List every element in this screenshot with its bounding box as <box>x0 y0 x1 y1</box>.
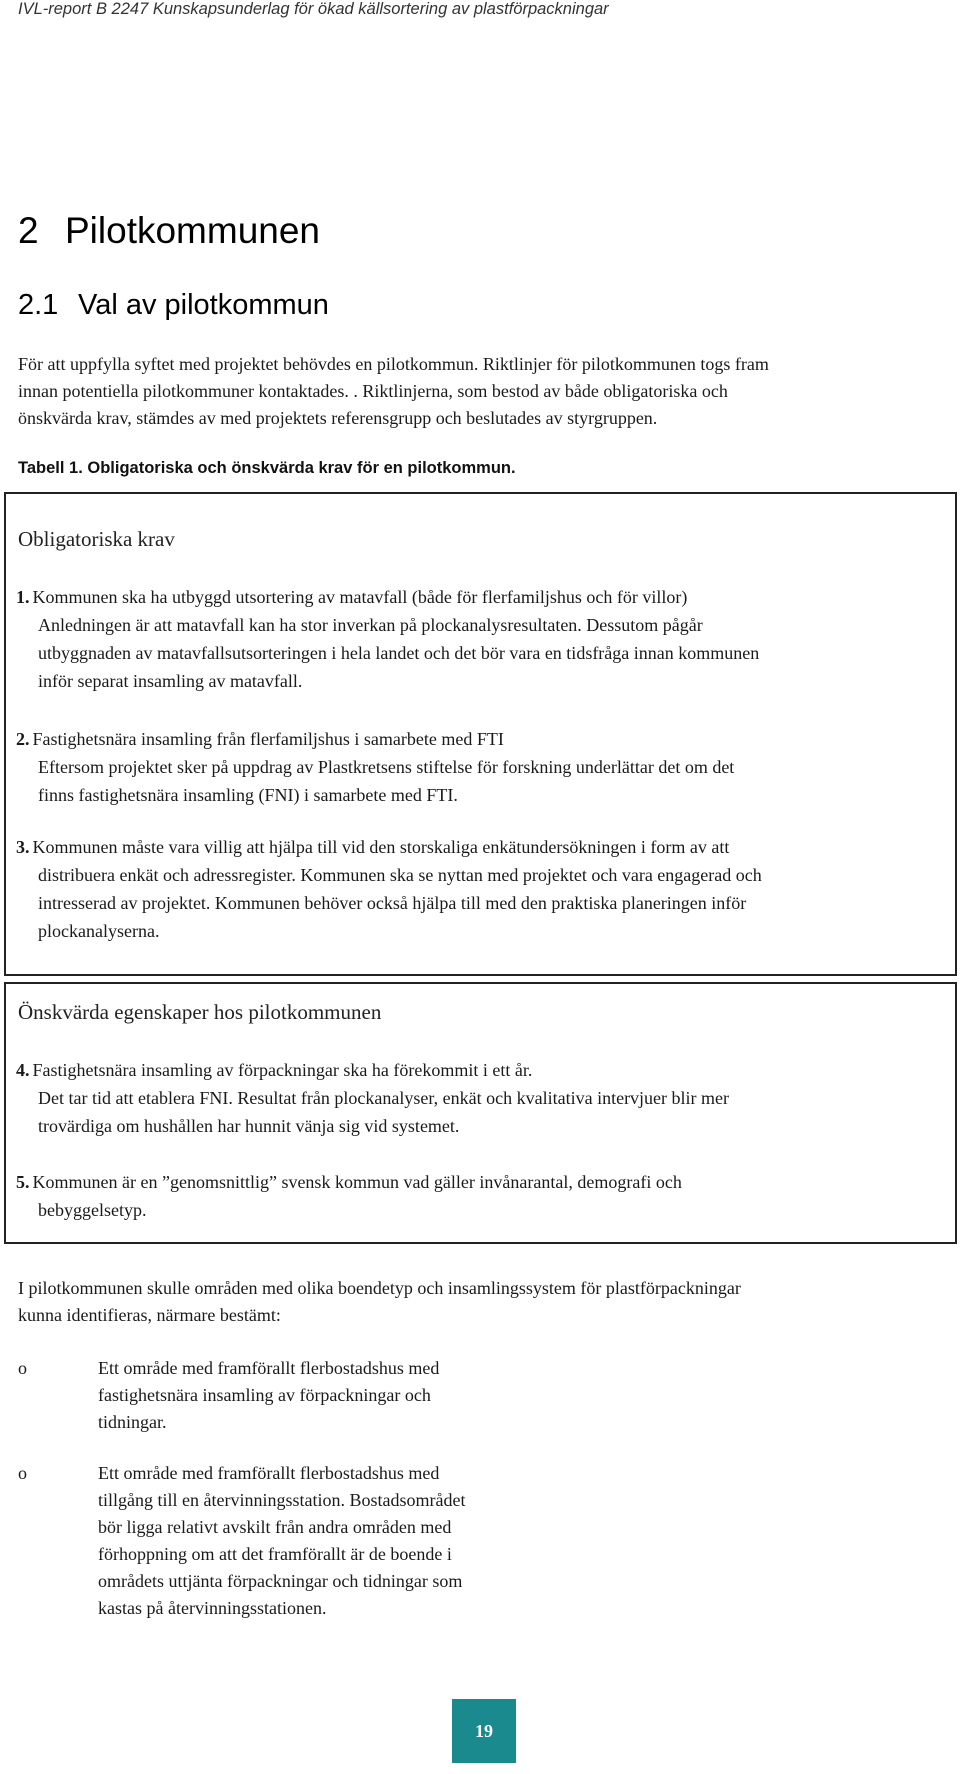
desired-box-title: Önskvärda egenskaper hos pilotkommunen <box>18 1000 382 1024</box>
section-number: 2 <box>18 210 39 251</box>
section-heading <box>18 210 320 252</box>
section-title: Pilotkommunen <box>65 210 321 251</box>
running-header: IVL-report B 2247 Kunskapsunderlag för ökad källsortering av plastförpackningar <box>18 0 609 18</box>
requirement-number: 2. <box>16 729 30 749</box>
requirement-text: utbyggnaden av matavfallsutsorteringen i hela landet och det bör vara en tidsfråga innan kommunen <box>38 643 760 663</box>
outro-line: I pilotkommunen skulle områden med olika boendetyp och insamlingssystem för plastförpackningar <box>18 1278 741 1298</box>
requirement-item <box>16 833 946 945</box>
requirement-text: finns fastighetsnära insamling (FNI) i samarbete med FTI. <box>38 785 458 805</box>
bullet-item <box>98 1460 568 1622</box>
requirement-first-line: Kommunen är en ”genomsnittlig” svensk kommun vad gäller invånarantal, demografi och <box>32 1172 682 1192</box>
intro-line: önskvärda krav, stämdes av med projektets referensgrupp och beslutades av styrgruppen. <box>18 408 658 428</box>
outro-paragraph <box>18 1275 948 1329</box>
requirement-text: Eftersom projektet sker på uppdrag av Plastkretsens stiftelse för forskning underlättar det om det <box>38 757 735 777</box>
requirement-first-line: Fastighetsnära insamling av förpackningar ska ha förekommit i ett år. <box>32 1060 533 1080</box>
requirement-text: inför separat insamling av matavfall. <box>38 671 303 691</box>
bullet-item <box>98 1355 568 1436</box>
bullet-line: fastighetsnära insamling av förpackningar och <box>98 1385 431 1405</box>
intro-line: innan potentiella pilotkommuner kontaktades. . Riktlinjerna, som bestod av både obligatoriska och <box>18 381 728 401</box>
subsection-number: 2.1 <box>18 289 59 321</box>
requirement-number: 4. <box>16 1060 30 1080</box>
requirement-first-line: Kommunen ska ha utbyggd utsortering av matavfall (både för flerfamiljshus och för villor) <box>32 587 688 607</box>
bullet-line: förhoppning om att det framförallt är de boende i <box>98 1544 452 1564</box>
bullet-line: tidningar. <box>98 1412 167 1432</box>
subsection-title: Val av pilotkommun <box>78 289 329 321</box>
requirement-item <box>16 725 946 809</box>
requirement-item <box>16 583 946 695</box>
requirement-item <box>16 1056 946 1140</box>
requirement-text: distribuera enkät och adressregister. Kommunen ska se nyttan med projektet och vara engagerad och <box>38 865 762 885</box>
requirement-item <box>16 1168 946 1224</box>
bullet-line: bör ligga relativt avskilt från andra områden med <box>98 1517 452 1537</box>
requirement-number: 3. <box>16 837 30 857</box>
outro-line: kunna identifieras, närmare bestämt: <box>18 1305 281 1325</box>
bullet-marker: o <box>18 1463 27 1483</box>
requirement-number: 5. <box>16 1172 30 1192</box>
mandatory-box-title: Obligatoriska krav <box>18 527 175 551</box>
bullet-line: områdets uttjänta förpackningar och tidningar som <box>98 1571 463 1591</box>
requirement-number: 1. <box>16 587 30 607</box>
bullet-line: Ett område med framförallt flerbostadshus med <box>98 1358 440 1378</box>
requirement-text: Anledningen är att matavfall kan ha stor inverkan på plockanalysresultaten. Dessutom pågår <box>38 615 703 635</box>
subsection-heading <box>18 289 329 322</box>
requirement-text: bebyggelsetyp. <box>38 1200 147 1220</box>
table-caption: Tabell 1. Obligatoriska och önskvärda krav för en pilotkommun. <box>18 459 516 477</box>
bullet-line: Ett område med framförallt flerbostadshus med <box>98 1463 440 1483</box>
requirement-text: Det tar tid att etablera FNI. Resultat från plockanalyser, enkät och kvalitativa intervjuer blir mer <box>38 1088 730 1108</box>
bullet-line: kastas på återvinningsstationen. <box>98 1598 327 1618</box>
page-number: 19 <box>475 1721 493 1741</box>
intro-line: För att uppfylla syftet med projektet behövdes en pilotkommun. Riktlinjer för pilotkommunen togs fram <box>18 354 769 374</box>
requirement-first-line: Fastighetsnära insamling från flerfamiljshus i samarbete med FTI <box>32 729 504 749</box>
requirement-text: trovärdiga om hushållen har hunnit vänja sig vid systemet. <box>38 1116 460 1136</box>
requirement-text: plockanalyserna. <box>38 921 160 941</box>
intro-paragraph <box>18 351 948 432</box>
bullet-marker: o <box>18 1358 27 1378</box>
requirement-first-line: Kommunen måste vara villig att hjälpa till vid den storskaliga enkätundersökningen i form av att <box>32 837 730 857</box>
requirement-text: intresserad av projektet. Kommunen behöver också hjälpa till med den praktiska planeringen inför <box>38 893 747 913</box>
bullet-line: tillgång till en återvinningsstation. Bostadsområdet <box>98 1490 466 1510</box>
